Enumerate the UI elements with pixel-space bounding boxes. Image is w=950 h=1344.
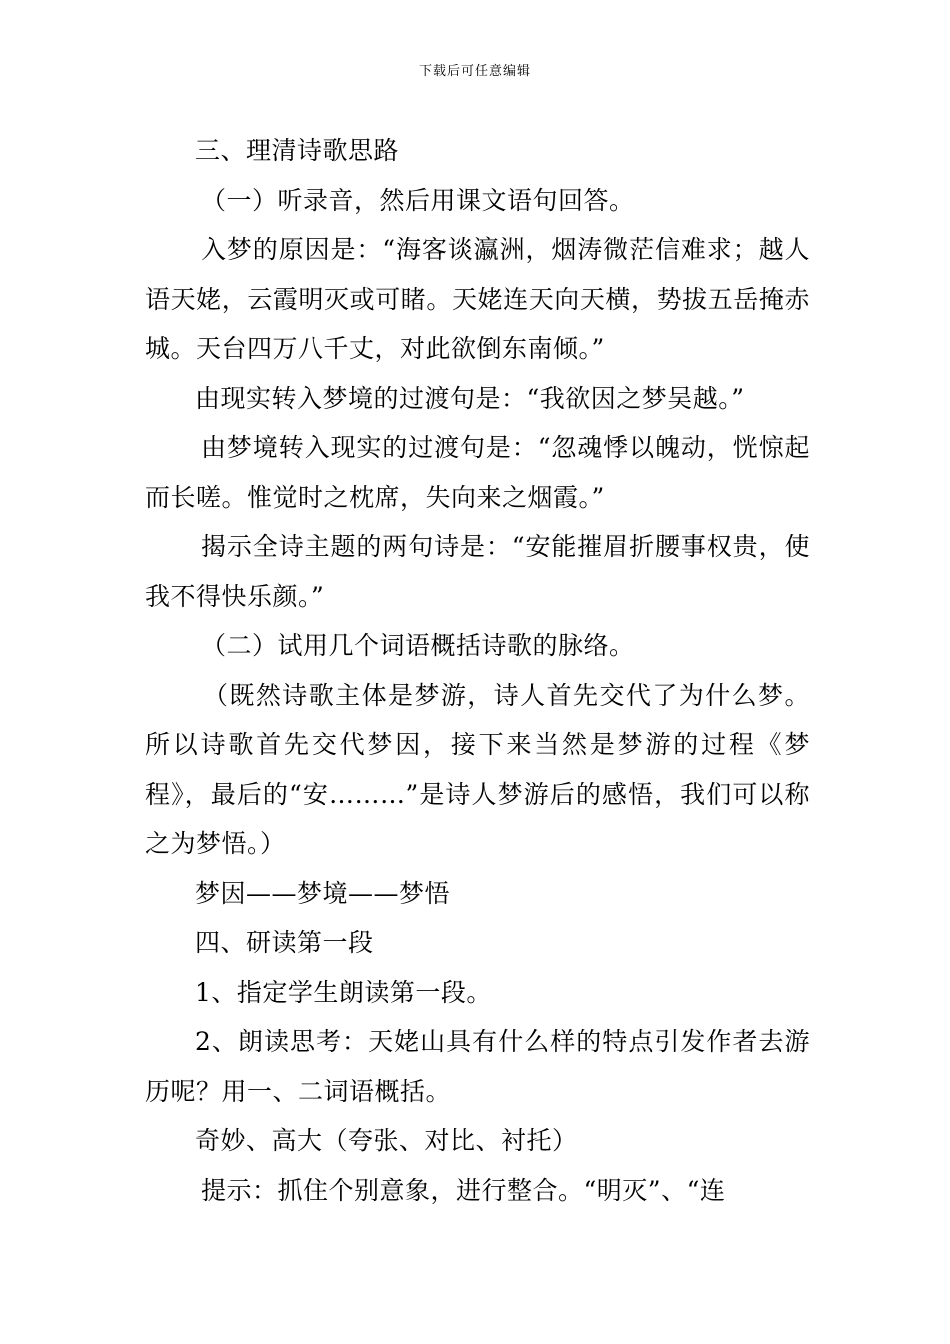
paragraph-theme-lines: 揭示全诗主题的两句诗是：“安能摧眉折腰事权贵，使我不得快乐颜。”: [145, 532, 810, 611]
paragraph-transition-into-dream: 由现实转入梦境的过渡句是：“我欲因之梦吴越。”: [195, 383, 745, 413]
subsection-heading-2: （二）试用几个词语概括诗歌的脉络。: [201, 631, 635, 660]
paragraph-answer: 奇妙、高大（夸张、对比、衬托）: [195, 1126, 578, 1155]
document-body: [145, 126, 810, 1215]
paragraph-structure-explanation: （既然诗歌主体是梦游，诗人首先交代了为什么梦。所以诗歌首先交代梦因，接下来当然是梦游的过程《梦程》，最后的“安………”是诗人梦游后的感悟，我们可以称之为梦悟。）: [145, 680, 810, 858]
paragraph-transition-out-of-dream: 由梦境转入现实的过渡句是：“忽魂悸以魄动，恍惊起而长嗟。惟觉时之枕席，失向来之烟霞。”: [145, 433, 810, 512]
paragraph-hint: 提示：抓住个别意象，进行整合。“明灭”、“连: [201, 1175, 726, 1205]
list-item-2: 2、朗读思考：天姥山具有什么样的特点引发作者去游历呢？用一、二词语概括。: [145, 1027, 810, 1106]
subsection-heading-1: （一）听录音，然后用课文语句回答。: [201, 185, 635, 215]
paragraph-structure-summary: 梦因——梦境——梦悟: [195, 878, 451, 908]
paragraph-dream-reason: 入梦的原因是：“海客谈瀛洲，烟涛微茫信难求；越人语天姥，云霞明灭或可睹。天姥连天向天横，势拔五岳掩赤城。天台四万八千丈，对此欲倒东南倾。”: [145, 235, 810, 363]
section-heading-4: 四、研读第一段: [195, 928, 374, 957]
page-header: 下载后可任意编辑: [418, 64, 531, 79]
section-heading-3: 三、理清诗歌思路: [195, 136, 400, 165]
list-item-1: 1、指定学生朗读第一段。: [195, 977, 492, 1007]
